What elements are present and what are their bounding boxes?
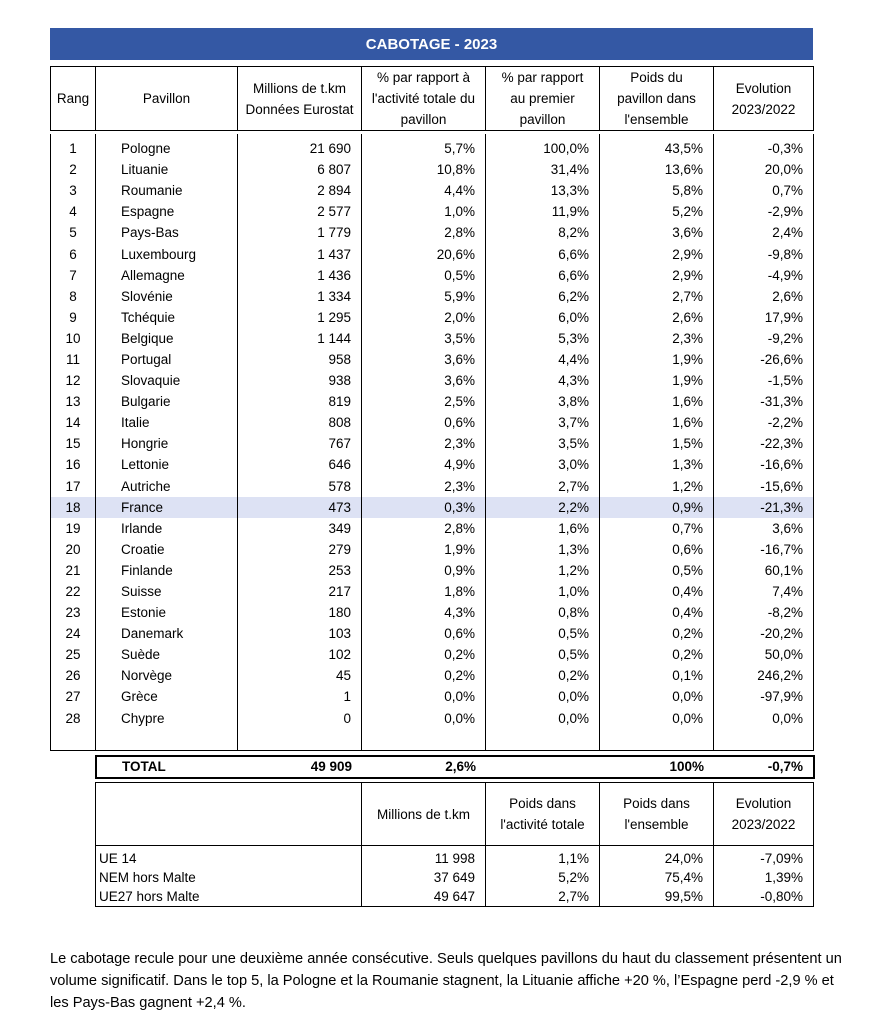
cell-evolution: 0,0% bbox=[714, 708, 814, 729]
cell-rang: 27 bbox=[51, 686, 96, 707]
total-evolution: -0,7% bbox=[714, 756, 814, 778]
cell-millions: 0 bbox=[238, 708, 362, 729]
cell-rang: 8 bbox=[51, 286, 96, 307]
cell-pct-premier: 100,0% bbox=[486, 134, 600, 159]
summary-header-poids-ensemble: Poids dans l'ensemble bbox=[600, 783, 714, 846]
cell-pct-premier: 5,3% bbox=[486, 328, 600, 349]
cell-evolution: 17,9% bbox=[714, 307, 814, 328]
cell-poids: 2,9% bbox=[600, 265, 714, 286]
cell-evolution: -31,3% bbox=[714, 391, 814, 412]
cell-millions: 217 bbox=[238, 581, 362, 602]
cell-pct-premier: 6,6% bbox=[486, 243, 600, 264]
cell-poids: 2,9% bbox=[600, 243, 714, 264]
cell-pavillon: Irlande bbox=[96, 518, 238, 539]
cell-rang: 25 bbox=[51, 644, 96, 665]
cell-millions: 6 807 bbox=[238, 159, 362, 180]
table-row bbox=[51, 686, 814, 707]
cell-pct-total: 20,6% bbox=[362, 243, 486, 264]
summary-millions: 37 649 bbox=[362, 868, 486, 887]
cell-pct-premier: 2,7% bbox=[486, 476, 600, 497]
cell-pavillon: Pologne bbox=[96, 134, 238, 159]
cell-millions: 473 bbox=[238, 497, 362, 518]
commentary-paragraph: Le cabotage recule pour une deuxième année consécutive. Seuls quelques pavillons du haut du classement présentent un volume significatif. Dans le top 5, la Pologne et la Roumanie stagnent, la Lituanie affiche +20 %, l’Espagne perd -2,9 % et les Pays-Bas gagnent +2,4 %. bbox=[50, 951, 842, 1011]
cell-pct-premier: 3,7% bbox=[486, 412, 600, 433]
cell-pct-total: 0,2% bbox=[362, 644, 486, 665]
cell-rang: 21 bbox=[51, 560, 96, 581]
table-row bbox=[51, 391, 814, 412]
cell-rang: 11 bbox=[51, 349, 96, 370]
summary-header-evolution: Evolution 2023/2022 bbox=[714, 783, 814, 846]
cell-rang: 17 bbox=[51, 476, 96, 497]
cell-pct-premier: 11,9% bbox=[486, 201, 600, 222]
cell-pct-premier: 1,0% bbox=[486, 581, 600, 602]
cell-poids: 0,9% bbox=[600, 497, 714, 518]
summary-label: UE 14 bbox=[96, 846, 362, 869]
cell-pct-total: 2,3% bbox=[362, 433, 486, 454]
cell-millions: 1 334 bbox=[238, 286, 362, 307]
header-rang: Rang bbox=[51, 67, 96, 131]
cell-pavillon: Danemark bbox=[96, 623, 238, 644]
summary-label: UE27 hors Malte bbox=[96, 887, 362, 907]
cell-millions: 1 437 bbox=[238, 243, 362, 264]
cell-millions: 646 bbox=[238, 454, 362, 475]
cell-evolution: -1,5% bbox=[714, 370, 814, 391]
cell-pct-premier: 6,6% bbox=[486, 265, 600, 286]
cell-pavillon: Slovénie bbox=[96, 286, 238, 307]
filler-cell bbox=[96, 729, 238, 751]
table-row bbox=[51, 623, 814, 644]
table-row bbox=[51, 349, 814, 370]
cell-pct-total: 5,9% bbox=[362, 286, 486, 307]
cell-poids: 0,4% bbox=[600, 602, 714, 623]
cell-millions: 578 bbox=[238, 476, 362, 497]
cell-poids: 2,6% bbox=[600, 307, 714, 328]
cell-rang: 9 bbox=[51, 307, 96, 328]
main-table-body bbox=[50, 134, 814, 751]
cell-millions: 808 bbox=[238, 412, 362, 433]
cell-poids: 13,6% bbox=[600, 159, 714, 180]
table-row bbox=[51, 665, 814, 686]
filler-cell bbox=[362, 729, 486, 751]
header-poids: Poids du pavillon dans l'ensemble bbox=[600, 67, 714, 131]
cell-evolution: -16,6% bbox=[714, 454, 814, 475]
table-row bbox=[51, 159, 814, 180]
table-filler-row bbox=[51, 729, 814, 751]
summary-poids-ensemble: 99,5% bbox=[600, 887, 714, 907]
cell-pavillon: Roumanie bbox=[96, 180, 238, 201]
cell-evolution: -2,2% bbox=[714, 412, 814, 433]
cell-millions: 2 894 bbox=[238, 180, 362, 201]
cell-pavillon: France bbox=[96, 497, 238, 518]
cell-pct-total: 2,5% bbox=[362, 391, 486, 412]
cell-pct-premier: 0,8% bbox=[486, 602, 600, 623]
cell-pct-premier: 3,5% bbox=[486, 433, 600, 454]
cell-poids: 1,9% bbox=[600, 349, 714, 370]
cell-pct-total: 1,0% bbox=[362, 201, 486, 222]
cell-pct-total: 4,3% bbox=[362, 602, 486, 623]
cell-pct-premier: 4,4% bbox=[486, 349, 600, 370]
cell-millions: 2 577 bbox=[238, 201, 362, 222]
cell-pct-premier: 6,2% bbox=[486, 286, 600, 307]
cell-pct-total: 10,8% bbox=[362, 159, 486, 180]
cell-poids: 1,5% bbox=[600, 433, 714, 454]
cell-pavillon: Lituanie bbox=[96, 159, 238, 180]
cell-evolution: 50,0% bbox=[714, 644, 814, 665]
cell-pavillon: Luxembourg bbox=[96, 243, 238, 264]
cell-evolution: 0,7% bbox=[714, 180, 814, 201]
cell-rang: 13 bbox=[51, 391, 96, 412]
cell-millions: 279 bbox=[238, 539, 362, 560]
cell-millions: 1 144 bbox=[238, 328, 362, 349]
cell-evolution: -21,3% bbox=[714, 497, 814, 518]
cell-pct-premier: 0,5% bbox=[486, 644, 600, 665]
table-row bbox=[51, 286, 814, 307]
table-row bbox=[51, 134, 814, 159]
cell-evolution: -9,8% bbox=[714, 243, 814, 264]
cell-pavillon: Suède bbox=[96, 644, 238, 665]
cell-poids: 0,2% bbox=[600, 644, 714, 665]
cell-evolution: -22,3% bbox=[714, 433, 814, 454]
cell-pct-total: 1,8% bbox=[362, 581, 486, 602]
cell-millions: 253 bbox=[238, 560, 362, 581]
cell-pavillon: Grèce bbox=[96, 686, 238, 707]
cell-poids: 1,9% bbox=[600, 370, 714, 391]
cell-poids: 0,0% bbox=[600, 708, 714, 729]
total-pct-premier bbox=[486, 756, 600, 778]
cell-rang: 20 bbox=[51, 539, 96, 560]
cell-poids: 0,4% bbox=[600, 581, 714, 602]
cell-pavillon: Finlande bbox=[96, 560, 238, 581]
cell-evolution: 60,1% bbox=[714, 560, 814, 581]
table-row bbox=[51, 201, 814, 222]
cell-pct-total: 0,3% bbox=[362, 497, 486, 518]
cell-pct-total: 0,9% bbox=[362, 560, 486, 581]
cell-pavillon: Belgique bbox=[96, 328, 238, 349]
cell-evolution: 2,4% bbox=[714, 222, 814, 243]
cell-pavillon: Tchéquie bbox=[96, 307, 238, 328]
cell-poids: 0,1% bbox=[600, 665, 714, 686]
cell-pct-premier: 1,3% bbox=[486, 539, 600, 560]
cell-evolution: -15,6% bbox=[714, 476, 814, 497]
summary-table bbox=[95, 782, 814, 907]
summary-evolution: -0,80% bbox=[714, 887, 814, 907]
cell-rang: 14 bbox=[51, 412, 96, 433]
summary-evolution: -7,09% bbox=[714, 846, 814, 869]
cell-millions: 819 bbox=[238, 391, 362, 412]
cell-pavillon: Suisse bbox=[96, 581, 238, 602]
table-row bbox=[51, 307, 814, 328]
cell-rang: 10 bbox=[51, 328, 96, 349]
cell-pavillon: Norvège bbox=[96, 665, 238, 686]
summary-poids-activite: 2,7% bbox=[486, 887, 600, 907]
cell-pavillon: Slovaquie bbox=[96, 370, 238, 391]
table-row bbox=[51, 560, 814, 581]
cell-poids: 0,5% bbox=[600, 560, 714, 581]
filler-cell bbox=[600, 729, 714, 751]
cell-millions: 349 bbox=[238, 518, 362, 539]
header-millions: Millions de t.km Données Eurostat bbox=[238, 67, 362, 131]
cell-pct-premier: 6,0% bbox=[486, 307, 600, 328]
cell-rang: 26 bbox=[51, 665, 96, 686]
total-row bbox=[95, 755, 815, 779]
cell-poids: 5,8% bbox=[600, 180, 714, 201]
cell-pavillon: Allemagne bbox=[96, 265, 238, 286]
summary-poids-ensemble: 24,0% bbox=[600, 846, 714, 869]
table-row bbox=[51, 265, 814, 286]
cell-poids: 0,6% bbox=[600, 539, 714, 560]
cell-rang: 7 bbox=[51, 265, 96, 286]
table-row bbox=[51, 328, 814, 349]
cell-pct-premier: 1,2% bbox=[486, 560, 600, 581]
cell-poids: 0,0% bbox=[600, 686, 714, 707]
cell-pavillon: Lettonie bbox=[96, 454, 238, 475]
cell-poids: 0,7% bbox=[600, 518, 714, 539]
cell-pct-premier: 0,5% bbox=[486, 623, 600, 644]
cell-millions: 938 bbox=[238, 370, 362, 391]
cell-evolution: -4,9% bbox=[714, 265, 814, 286]
cell-evolution: 20,0% bbox=[714, 159, 814, 180]
cell-pct-total: 0,0% bbox=[362, 686, 486, 707]
table-row bbox=[51, 644, 814, 665]
cell-evolution: -9,2% bbox=[714, 328, 814, 349]
total-label: TOTAL bbox=[96, 756, 238, 778]
table-row bbox=[51, 539, 814, 560]
cell-rang: 18 bbox=[51, 497, 96, 518]
cell-pct-premier: 13,3% bbox=[486, 180, 600, 201]
cell-pct-total: 0,0% bbox=[362, 708, 486, 729]
header-pct-premier: % par rapport au premier pavillon bbox=[486, 67, 600, 131]
cell-pavillon: Espagne bbox=[96, 201, 238, 222]
summary-row bbox=[96, 868, 814, 887]
cell-pct-total: 3,6% bbox=[362, 349, 486, 370]
cell-pavillon: Chypre bbox=[96, 708, 238, 729]
cell-millions: 1 295 bbox=[238, 307, 362, 328]
cell-evolution: -20,2% bbox=[714, 623, 814, 644]
cell-pct-total: 0,6% bbox=[362, 623, 486, 644]
cell-poids: 2,7% bbox=[600, 286, 714, 307]
cell-poids: 1,2% bbox=[600, 476, 714, 497]
table-row bbox=[51, 412, 814, 433]
cell-pct-premier: 8,2% bbox=[486, 222, 600, 243]
cell-millions: 45 bbox=[238, 665, 362, 686]
summary-label: NEM hors Malte bbox=[96, 868, 362, 887]
cell-evolution: -0,3% bbox=[714, 134, 814, 159]
header-evolution: Evolution 2023/2022 bbox=[714, 67, 814, 131]
cell-pct-premier: 3,0% bbox=[486, 454, 600, 475]
summary-row bbox=[96, 846, 814, 869]
filler-cell bbox=[51, 729, 96, 751]
total-poids: 100% bbox=[600, 756, 714, 778]
cell-pct-total: 4,9% bbox=[362, 454, 486, 475]
cell-evolution: -2,9% bbox=[714, 201, 814, 222]
cell-pavillon: Estonie bbox=[96, 602, 238, 623]
table-row bbox=[51, 222, 814, 243]
cell-pct-total: 3,5% bbox=[362, 328, 486, 349]
cell-rang: 23 bbox=[51, 602, 96, 623]
table-row bbox=[51, 454, 814, 475]
cell-pct-premier: 3,8% bbox=[486, 391, 600, 412]
cell-evolution: 3,6% bbox=[714, 518, 814, 539]
table-row bbox=[51, 180, 814, 201]
cell-millions: 1 779 bbox=[238, 222, 362, 243]
summary-poids-ensemble: 75,4% bbox=[600, 868, 714, 887]
cell-pavillon: Croatie bbox=[96, 539, 238, 560]
table-title: CABOTAGE - 2023 bbox=[50, 28, 813, 60]
cell-pavillon: Portugal bbox=[96, 349, 238, 370]
summary-header-millions: Millions de t.km bbox=[362, 783, 486, 846]
cell-poids: 43,5% bbox=[600, 134, 714, 159]
cell-millions: 1 bbox=[238, 686, 362, 707]
summary-millions: 49 647 bbox=[362, 887, 486, 907]
cell-pct-premier: 0,2% bbox=[486, 665, 600, 686]
cell-poids: 5,2% bbox=[600, 201, 714, 222]
cell-rang: 1 bbox=[51, 134, 96, 159]
cell-pct-total: 4,4% bbox=[362, 180, 486, 201]
cell-rang: 15 bbox=[51, 433, 96, 454]
summary-evolution: 1,39% bbox=[714, 868, 814, 887]
cell-pct-total: 5,7% bbox=[362, 134, 486, 159]
total-millions: 49 909 bbox=[238, 756, 362, 778]
cell-poids: 1,3% bbox=[600, 454, 714, 475]
cell-rang: 4 bbox=[51, 201, 96, 222]
cell-evolution: -26,6% bbox=[714, 349, 814, 370]
cell-millions: 21 690 bbox=[238, 134, 362, 159]
cell-millions: 767 bbox=[238, 433, 362, 454]
cell-pct-premier: 2,2% bbox=[486, 497, 600, 518]
cell-pct-total: 2,8% bbox=[362, 222, 486, 243]
cell-evolution: 2,6% bbox=[714, 286, 814, 307]
cell-rang: 28 bbox=[51, 708, 96, 729]
table-row bbox=[51, 497, 814, 518]
cell-pct-total: 0,6% bbox=[362, 412, 486, 433]
main-table-header bbox=[50, 66, 814, 131]
cell-poids: 3,6% bbox=[600, 222, 714, 243]
cell-pct-premier: 1,6% bbox=[486, 518, 600, 539]
cell-rang: 2 bbox=[51, 159, 96, 180]
cell-poids: 1,6% bbox=[600, 391, 714, 412]
cell-pct-premier: 31,4% bbox=[486, 159, 600, 180]
summary-poids-activite: 5,2% bbox=[486, 868, 600, 887]
cell-rang: 3 bbox=[51, 180, 96, 201]
cell-pavillon: Hongrie bbox=[96, 433, 238, 454]
table-row bbox=[51, 518, 814, 539]
cell-rang: 19 bbox=[51, 518, 96, 539]
cell-poids: 0,2% bbox=[600, 623, 714, 644]
header-pct-total: % par rapport à l'activité totale du pavillon bbox=[362, 67, 486, 131]
cell-pavillon: Italie bbox=[96, 412, 238, 433]
table-row bbox=[51, 433, 814, 454]
cell-evolution: -8,2% bbox=[714, 602, 814, 623]
table-row bbox=[51, 476, 814, 497]
cell-poids: 1,6% bbox=[600, 412, 714, 433]
cell-millions: 180 bbox=[238, 602, 362, 623]
cell-pavillon: Bulgarie bbox=[96, 391, 238, 412]
filler-cell bbox=[714, 729, 814, 751]
total-pct-total: 2,6% bbox=[362, 756, 486, 778]
cell-pct-total: 0,5% bbox=[362, 265, 486, 286]
cell-pct-total: 0,2% bbox=[362, 665, 486, 686]
cell-millions: 103 bbox=[238, 623, 362, 644]
cell-pct-total: 2,3% bbox=[362, 476, 486, 497]
filler-cell bbox=[238, 729, 362, 751]
table-row bbox=[51, 581, 814, 602]
cell-evolution: -16,7% bbox=[714, 539, 814, 560]
filler-cell bbox=[486, 729, 600, 751]
cell-pct-premier: 0,0% bbox=[486, 708, 600, 729]
cell-pct-total: 3,6% bbox=[362, 370, 486, 391]
cell-evolution: 246,2% bbox=[714, 665, 814, 686]
cell-pct-total: 2,8% bbox=[362, 518, 486, 539]
cell-rang: 16 bbox=[51, 454, 96, 475]
cell-evolution: 7,4% bbox=[714, 581, 814, 602]
summary-header-poids-activite: Poids dans l'activité totale bbox=[486, 783, 600, 846]
cell-pct-total: 2,0% bbox=[362, 307, 486, 328]
table-row bbox=[51, 243, 814, 264]
table-row bbox=[51, 370, 814, 391]
cell-millions: 102 bbox=[238, 644, 362, 665]
cell-poids: 2,3% bbox=[600, 328, 714, 349]
cell-pct-premier: 4,3% bbox=[486, 370, 600, 391]
summary-poids-activite: 1,1% bbox=[486, 846, 600, 869]
cell-millions: 1 436 bbox=[238, 265, 362, 286]
summary-millions: 11 998 bbox=[362, 846, 486, 869]
summary-header-blank bbox=[96, 783, 362, 846]
table-row bbox=[51, 602, 814, 623]
cell-rang: 22 bbox=[51, 581, 96, 602]
cell-rang: 12 bbox=[51, 370, 96, 391]
cell-evolution: -97,9% bbox=[714, 686, 814, 707]
cell-pavillon: Autriche bbox=[96, 476, 238, 497]
table-row bbox=[51, 708, 814, 729]
cell-millions: 958 bbox=[238, 349, 362, 370]
cell-pavillon: Pays-Bas bbox=[96, 222, 238, 243]
summary-row bbox=[96, 887, 814, 907]
cell-pct-total: 1,9% bbox=[362, 539, 486, 560]
cell-rang: 5 bbox=[51, 222, 96, 243]
cell-pct-premier: 0,0% bbox=[486, 686, 600, 707]
cell-rang: 24 bbox=[51, 623, 96, 644]
header-pavillon: Pavillon bbox=[96, 67, 238, 131]
cell-rang: 6 bbox=[51, 243, 96, 264]
